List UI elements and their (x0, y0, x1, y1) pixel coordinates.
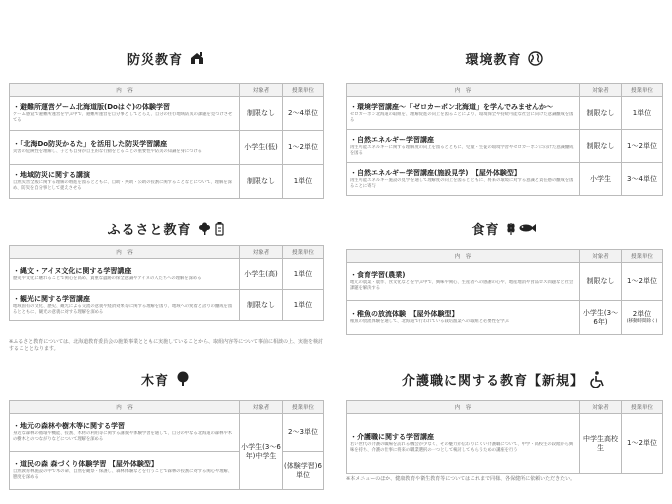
furusato-note: ※ふるさと教育については、北海道教育委員会の施策事業とともに実施していることから、取組内容等について事前に相談の上、実施を検討することとなります。 (9, 339, 323, 352)
header-content: 内 容 (347, 84, 580, 97)
header-units: 授業単位 (283, 246, 324, 259)
kaigo-table (346, 400, 663, 474)
item-units: 1～2単位 (622, 130, 663, 163)
item-title: ・自然エネルギー学習講座 (350, 135, 434, 144)
table-row (347, 301, 663, 335)
section-mokuiku (9, 370, 323, 494)
item-desc: 地元の農業・農作、食文化などを学ぶ中で、興味や関心、生産者への感謝の心や、地産地消や食品ロス問題など社会課題を解決する (350, 280, 574, 291)
item-units: 2単位 (632, 310, 652, 318)
table-row (10, 259, 324, 290)
section-title: 介護職に関する教育【新規】 (401, 373, 584, 389)
wheelchair-icon (590, 371, 606, 388)
item-target: 制限なし (580, 263, 622, 301)
section-title: 防災教育 (126, 52, 183, 68)
item-units: 1～2単位 (283, 131, 324, 165)
item-title: ・環境学習講座～「ゼロカーボン北海道」を学んでみませんか～ (350, 102, 553, 111)
item-units: 1単位 (283, 259, 324, 290)
item-units: 2～4単位 (283, 97, 324, 131)
section-title: 食育 (471, 222, 500, 238)
item-units: 1単位 (622, 97, 663, 130)
item-units: 2～3単位 (283, 414, 324, 452)
item-title: ・縄文・アイヌ文化に関する学習講座 (13, 266, 132, 275)
section-header (9, 219, 323, 237)
item-units-sub: (移動時間除く) (626, 319, 658, 324)
section-header (346, 370, 662, 388)
section-shokuiku (346, 219, 662, 339)
item-target: 小学生(低) (240, 131, 283, 165)
table-row (347, 130, 663, 163)
item-title: ・地元の森林や樹木等に関する学習 (13, 422, 125, 431)
header-units: 授業単位 (622, 250, 663, 263)
section-kaigo (346, 370, 662, 494)
item-desc: 再生可能エネルギー施設の見学を通して理解度の向上を図るとともに、将来の環境に対する意識と責任感の醸成を図ることに寄与 (350, 177, 574, 189)
item-units: 3～4単位 (622, 163, 663, 196)
table-row (347, 414, 663, 474)
table-row (10, 414, 324, 452)
item-desc: 身近な森林の循環や機能、役割、木材の利用等に関する講義や体験学習を通して、自分の中なる北海道の森林や木の樹木とのつながりなどについて理解を深める (13, 431, 233, 442)
item-title: ・介護職に関する学習講座 (350, 433, 434, 442)
globe-icon (528, 51, 543, 66)
table-row (10, 131, 324, 165)
item-desc: ゲーム感覚で避難所運営を学ぶ中で、避難所運営を自分事としてとらえ、自分の住む地域防災の課題を見つけさせてる (13, 112, 233, 123)
section-header (9, 370, 323, 388)
header-units: 授業単位 (622, 401, 663, 414)
mokuiku-table (9, 400, 324, 490)
flower-icon (198, 221, 211, 236)
table-row (347, 97, 663, 130)
item-units: 1単位 (283, 165, 324, 199)
header-content: 内 容 (10, 84, 240, 97)
item-target: 制限なし (240, 97, 283, 131)
section-kankyo (346, 49, 662, 203)
item-title: ・自然エネルギー学習講座(施設見学) 【屋外体験型】 (350, 168, 521, 177)
item-units: 1～2単位 (622, 263, 663, 301)
header-units: 授業単位 (283, 84, 324, 97)
section-bosai (9, 49, 323, 203)
house-icon (189, 51, 205, 65)
item-target: 小学生(高) (240, 259, 283, 290)
furusato-table (9, 245, 324, 321)
item-title: ・「北海Do防災かるた」を活用した防災学習講座 (13, 140, 168, 149)
item-desc: ゼロカーボン北海道の取組を、理解促進の向上を図ることにより、環境保全や持続可能な社会に向けた意識醸成を図る (350, 111, 574, 123)
section-title: ふるさと教育 (107, 222, 192, 238)
item-units: 1～2単位 (622, 414, 663, 474)
header-target: 対象者 (580, 84, 622, 97)
item-target: 小学生(3～6年) (580, 301, 622, 335)
wheat-icon (506, 221, 516, 236)
table-row (10, 97, 324, 131)
item-target: 中学生高校生 (580, 414, 622, 474)
item-desc: 歴史や文化に触れることで関心を高め、貴重な遺跡の保全意識やアイヌの人たちへの理解を深める (13, 275, 202, 281)
fish-icon (519, 223, 537, 233)
section-furusato (9, 219, 323, 359)
item-desc: 自然災害全般に関する理解の増進を図るとともに、自助・共助・公助の役割に関することなどについて、理解を深め、防災を自分事として捉えさせる (13, 180, 232, 191)
section-header (9, 49, 323, 67)
header-target: 対象者 (240, 246, 283, 259)
table-row (347, 263, 663, 301)
kaigo-note: ※本メニューのほか、健康教育や衛生教育等についてはこれまで同様、各保健所に依頼いただきたい。 (346, 476, 576, 482)
jar-icon (214, 221, 225, 236)
item-target: 小学生 (580, 163, 622, 196)
item-title: ・観光に関する学習講座 (13, 294, 90, 303)
item-desc: 自然教育林施設の中で木の命、自然を観察・保護し、森林体験などを行うことで森林の役割に対する関心や理解、態度を深める (13, 469, 233, 480)
item-target: 制限なし (240, 290, 283, 321)
header-content: 内 容 (347, 401, 580, 414)
header-content: 内 容 (347, 250, 580, 263)
item-target: 制限なし (580, 97, 622, 130)
header-units: 授業単位 (622, 84, 663, 97)
item-units: 1単位 (283, 290, 324, 321)
item-target: 制限なし (240, 165, 283, 199)
item-title: ・地域防災に関する講演 (13, 171, 90, 180)
item-title: ・道民の森 森づくり体験学習 【屋外体験型】 (13, 460, 158, 469)
header-content: 内 容 (10, 401, 240, 414)
item-desc: 再生可能エネルギーに関する理解度の向上を図るとともに、児童・生徒の環境学習やゼロカーボンに向けた意識醸成を図る (350, 144, 574, 156)
item-desc: 若い世代の介護の職場を訪れる機会が少なく、その魅力が伝わりにくい介護職について、中学・高校生の段階から興味を持ち、介護の仕事に将来の職業選択の一つとして検討してもらうための講座を行う (350, 442, 574, 453)
item-title: ・食育学習(農業) (350, 271, 406, 280)
header-target: 対象者 (240, 84, 283, 97)
header-target: 対象者 (580, 401, 622, 414)
section-title: 環境教育 (465, 52, 522, 68)
header-target: 対象者 (580, 250, 622, 263)
item-desc: 地域固有の文化、歴史、観光による交流の意義や経済効果等に関する理解を図り、地域への愛着と誇りの醸成を図るとともに、観光の意義に対する理解を深める (13, 303, 233, 315)
table-row (347, 163, 663, 196)
item-desc: 稚魚の放流体験を通して、北海道で行われている栽培漁業への取組と必要性を学ぶ (350, 319, 509, 325)
section-header (346, 219, 662, 237)
item-target: 制限なし (580, 130, 622, 163)
section-title: 木育 (140, 373, 169, 389)
tree-icon (175, 371, 191, 387)
header-content: 内 容 (10, 246, 240, 259)
item-title: ・稚魚の放流体験 【屋外体験型】 (350, 310, 459, 319)
item-title: ・避難所運営ゲーム北海道版(Doはぐ)の体験学習 (13, 103, 171, 112)
header-target: 対象者 (240, 401, 283, 414)
section-header (346, 49, 662, 67)
bosai-table (9, 83, 324, 199)
kankyo-table (346, 83, 663, 196)
item-units: (体験学習)6単位 (283, 452, 324, 490)
item-target: 小学生(3～6年)中学生 (240, 414, 283, 490)
header-units: 授業単位 (283, 401, 324, 414)
shokuiku-table (346, 249, 663, 335)
item-desc: 災害の危険性を理解し、子ども自身が自主的な行動をとることの重要性や防災の知識を身につける (13, 149, 202, 155)
table-row (10, 165, 324, 199)
table-row (10, 290, 324, 321)
